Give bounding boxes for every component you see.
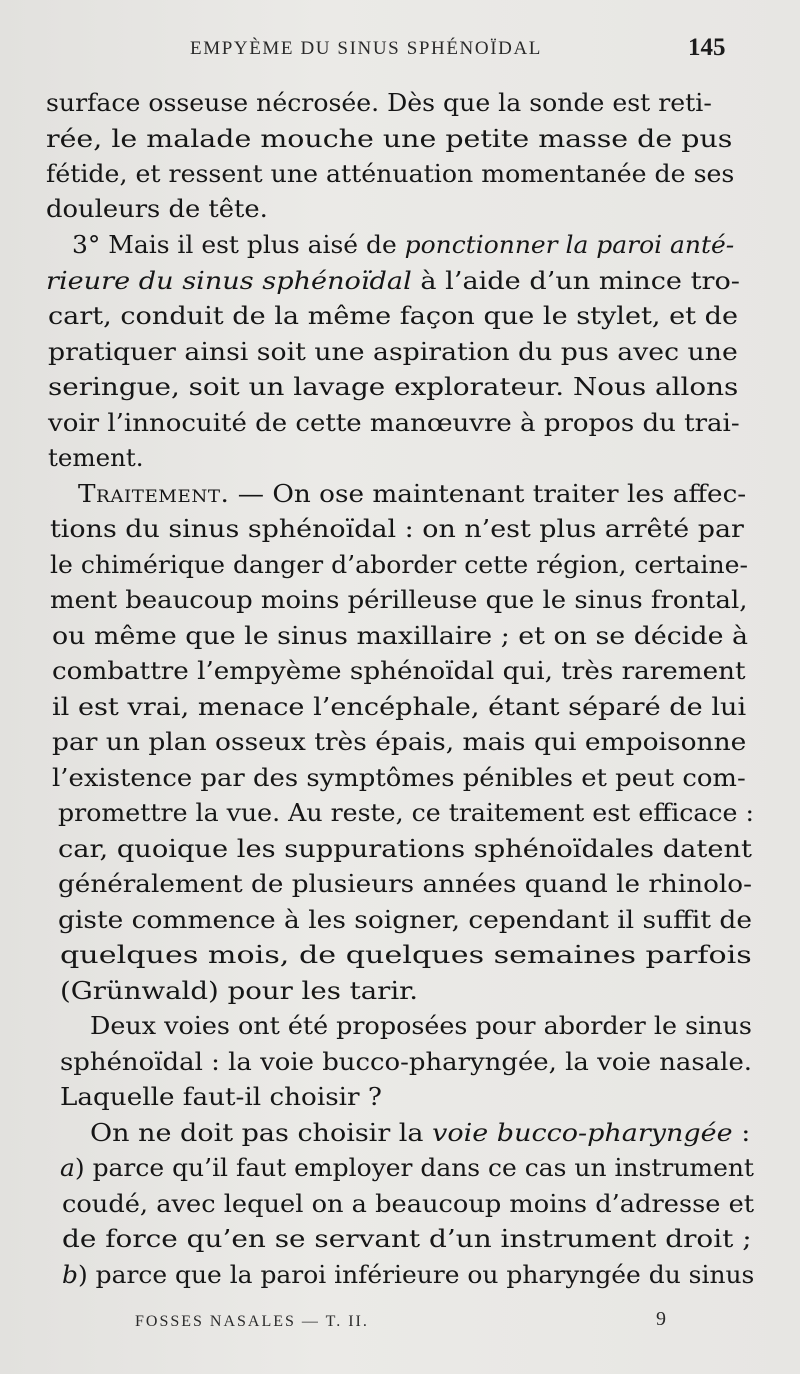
italic-text: rieure du sinus sphénoïdal [46, 266, 412, 295]
text-line [78, 477, 746, 511]
text-line [60, 938, 752, 972]
text-line [46, 157, 734, 191]
text-run: — On ose maintenant traiter les affec- [229, 479, 747, 508]
text-line [52, 761, 746, 795]
text-line [62, 1258, 754, 1292]
text-line [46, 264, 740, 298]
text-line [52, 654, 746, 688]
text-line [48, 335, 738, 369]
text-run: Deux voies ont été proposées pour aborder le sinus [90, 1011, 752, 1040]
running-head: EMPYÈME DU SINUS SPHÉNOÏDAL [190, 38, 542, 59]
text-line [52, 619, 748, 653]
text-run: de force qu’en se servant d’un instrument droit ; [62, 1224, 752, 1253]
text-run: voir l’innocuité de cette manœuvre à propos du trai- [48, 408, 740, 437]
text-line [46, 192, 268, 226]
text-run: tement. [48, 443, 144, 472]
text-run: On ne doit pas choisir la [90, 1118, 433, 1147]
text-run: ou même que le sinus maxillaire ; et on se décide à [52, 621, 749, 650]
text-run: douleurs de tête. [46, 194, 268, 223]
text-line [62, 1187, 754, 1221]
text-line [48, 299, 738, 333]
text-line [52, 690, 746, 724]
text-line [52, 725, 746, 759]
text-line [60, 1045, 752, 1079]
text-run: il est vrai, menace l’encéphale, étant séparé de lui [52, 692, 747, 721]
italic-text: a [60, 1153, 75, 1182]
section-heading: Traitement. [78, 479, 230, 508]
text-line [72, 228, 734, 262]
text-run: cart, conduit de la même façon que le stylet, et de [48, 301, 739, 330]
text-run: surface osseuse nécrosée. Dès que la sonde est reti- [46, 88, 712, 117]
text-line [62, 1222, 752, 1256]
text-run: giste commence à les soigner, cependant il suffit de [58, 905, 753, 934]
text-line [46, 122, 732, 156]
text-run: coudé, avec lequel on a beaucoup moins d’adresse et [62, 1189, 755, 1218]
text-line [58, 796, 754, 830]
text-run: Laquelle faut-il choisir ? [60, 1082, 382, 1111]
text-line [90, 1009, 752, 1043]
text-run: l’existence par des symptômes pénibles et peut com- [52, 763, 746, 792]
text-line [50, 512, 744, 546]
text-run: ) parce que la paroi inférieure ou pharyngée du sinus [77, 1260, 755, 1289]
text-line [46, 86, 712, 120]
text-run: car, quoique les suppurations sphénoïdales datent [58, 834, 752, 863]
text-run: quelques mois, de quelques semaines parfois [60, 940, 752, 969]
text-line [58, 867, 752, 901]
italic-text: voie bucco-pharyngée [432, 1118, 733, 1147]
footer-signature: FOSSES NASALES — T. II. [135, 1313, 369, 1330]
text-line [48, 370, 738, 404]
text-run: combattre l’empyème sphénoïdal qui, très rarement [52, 656, 746, 685]
text-run: sphénoïdal : la voie bucco-pharyngée, la voie nasale. [60, 1047, 753, 1076]
text-run: le chimérique danger d’aborder cette région, certaine- [50, 550, 748, 579]
italic-text: b [62, 1260, 78, 1289]
text-run: à l’aide d’un mince tro- [411, 266, 740, 295]
text-run: fétide, et ressent une atténuation momentanée de ses [46, 159, 735, 188]
text-run: pratiquer ainsi soit une aspiration du pus avec une [48, 337, 738, 366]
text-line [58, 903, 752, 937]
text-line [60, 1151, 754, 1185]
text-run: généralement de plusieurs années quand le rhinolo- [58, 869, 752, 898]
text-line [60, 974, 418, 1008]
text-run: tions du sinus sphénoïdal : on n’est plus arrêté par [50, 514, 744, 543]
text-line [50, 583, 748, 617]
text-run: promettre la vue. Au reste, ce traitement est efficace : [58, 798, 755, 827]
text-line [50, 548, 748, 582]
text-run: rée, le malade mouche une petite masse de pus [46, 124, 733, 153]
text-line [48, 441, 144, 475]
page-number: 145 [688, 34, 726, 61]
text-run: ) parce qu’il faut employer dans ce cas un instrument [74, 1153, 754, 1182]
text-run: (Grünwald) pour les tarir. [60, 976, 419, 1005]
footer-signature-number: 9 [656, 1308, 666, 1330]
text-line [90, 1116, 750, 1150]
text-run: seringue, soit un lavage explorateur. Nous allons [48, 372, 739, 401]
text-line [60, 1080, 382, 1114]
italic-text: ponctionner la paroi anté- [404, 230, 735, 259]
text-line [58, 832, 752, 866]
text-run: par un plan osseux très épais, mais qui empoisonne [52, 727, 747, 756]
text-run: : [732, 1118, 751, 1147]
text-run: 3° Mais il est plus aisé de [72, 230, 405, 259]
text-line [48, 406, 740, 440]
text-run: ment beaucoup moins périlleuse que le sinus frontal, [50, 585, 748, 614]
